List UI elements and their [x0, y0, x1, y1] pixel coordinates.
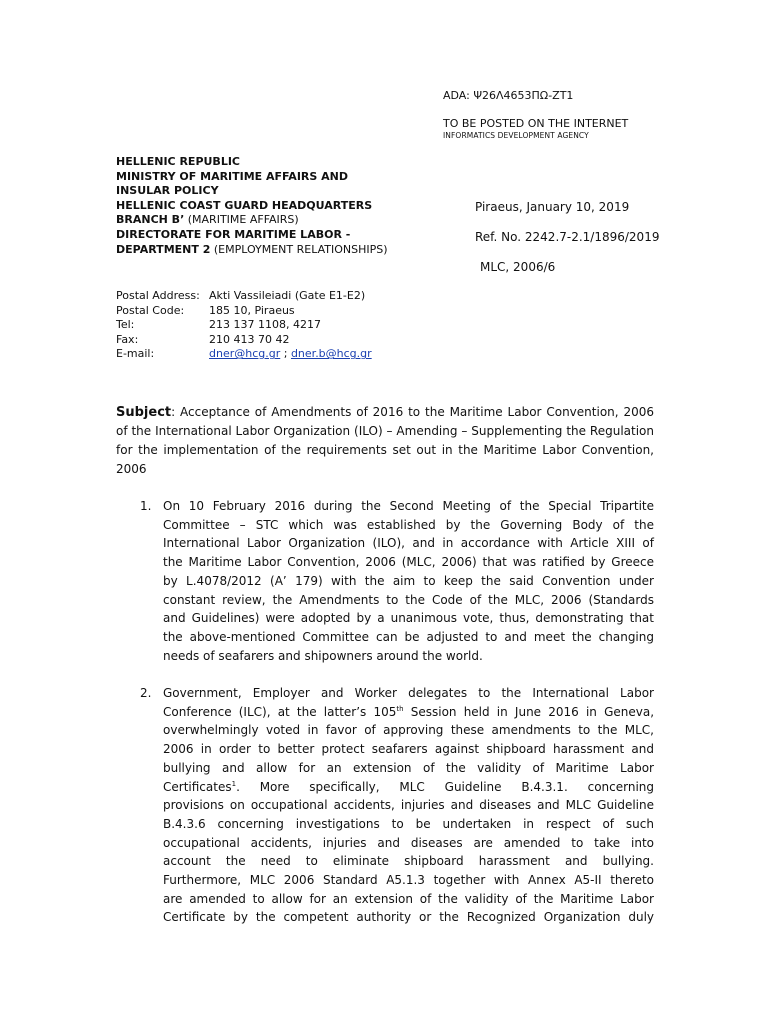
postal-address-label: Postal Address:: [116, 289, 200, 302]
paragraph-text: . More specifically, MLC Guideline B.4.3.1. concerning: [236, 779, 654, 794]
paragraph-line: Committee – STC which was established by the Governing Body of the: [163, 517, 654, 532]
posting-notice: TO BE POSTED ON THE INTERNET: [443, 117, 629, 130]
paragraph-text: Certificates: [163, 779, 232, 794]
paragraph-line: [163, 703, 654, 722]
subject-text: : Acceptance of Amendments of 2016 to the Maritime Labor Convention, 2006 of the International Labor Organization (ILO) – Amending – Supplementing the Regulation for the implementation of the requirements set out in the Maritime Labor Convention, 2006: [116, 405, 654, 476]
footnote-marker[interactable]: 1: [231, 779, 237, 788]
agency-notice: INFORMATICS DEVELOPMENT AGENCY: [443, 131, 589, 140]
subject-label: Subject: [116, 405, 172, 420]
postal-block: [116, 289, 372, 362]
place-date: Piraeus, January 10, 2019: [475, 200, 630, 214]
paragraph-line: constant review, the Amendments to the Code of the MLC, 2006 (Standards: [163, 592, 654, 607]
numbered-paragraph: [140, 497, 654, 665]
reference-number: Ref. No. 2242.7-2.1/1896/2019: [475, 230, 660, 244]
paragraph-line: account the need to eliminate shipboard harassment and bullying.: [163, 854, 654, 869]
header-line: DEPARTMENT 2: [116, 242, 211, 256]
header-line: HELLENIC REPUBLIC: [116, 155, 240, 168]
paragraph-line: the Maritime Labor Convention, 2006 (MLC, 2006) that was ratified by Greece: [163, 555, 654, 570]
ada-code: ADA: Ψ26Λ4653ΠΩ-ΖΤ1: [443, 89, 574, 102]
header-line-detail: (MARITIME AFFAIRS): [184, 213, 299, 227]
paragraph-line: overwhelmingly voted in favor of approving these amendments to the MLC,: [163, 723, 654, 738]
paragraph-line: Government, Employer and Worker delegates to the International Labor: [163, 686, 654, 700]
tel-label: Tel:: [116, 318, 135, 332]
header-line: BRANCH B’: [116, 213, 185, 227]
paragraph-line: Furthermore, MLC 2006 Standard A5.1.3 together with Annex A5-II thereto: [163, 873, 654, 888]
paragraph-line: International Labor Organization (ILO), and in accordance with Article XIII of: [163, 536, 654, 551]
header-line-detail: (EMPLOYMENT RELATIONSHIPS): [210, 242, 388, 256]
paragraph-line: 2006 in order to better protect seafarers against shipboard harassment and: [163, 742, 654, 757]
paragraph-line: provisions on occupational accidents, injuries and diseases and MLC Guideline: [163, 798, 654, 813]
paragraph-line: [163, 778, 654, 797]
paragraph-line: the above-mentioned Committee can be adjusted to and meet the changing: [163, 629, 654, 644]
paragraph-line: On 10 February 2016 during the Second Meeting of the Special Tripartite: [163, 499, 654, 513]
paragraph-body: [163, 497, 654, 665]
paragraph-line: B.4.3.6 concerning investigations to be undertaken in respect of such: [163, 816, 654, 831]
paragraph-line: are amended to allow for an extension of the validity of the Maritime Labor: [163, 891, 654, 906]
numbered-paragraph: [140, 684, 654, 927]
postal-code-value: 185 10, Piraeus: [209, 303, 295, 317]
issuer-header: [116, 155, 388, 257]
paragraph-number: 2.: [140, 686, 152, 700]
email-link-primary[interactable]: dner@hcg.gr: [209, 347, 281, 361]
paragraph-number: 1.: [140, 499, 152, 513]
paragraph-line: bullying and allow for an extension of the validity of Maritime Labor: [163, 760, 654, 775]
paragraph-line: and Guidelines) were adopted by a unanimous vote, thus, demonstrating that: [163, 611, 654, 626]
email-separator: ;: [280, 347, 291, 361]
paragraph-line: occupational accidents, injuries and diseases are amended to take into: [163, 835, 654, 850]
paragraph-line: by L.4078/2012 (A’ 179) with the aim to keep the said Convention under: [163, 573, 654, 588]
fax-label: Fax:: [116, 332, 139, 346]
paragraph-body: [163, 684, 654, 927]
tel-value: 213 137 1108, 4217: [209, 318, 321, 332]
ordinal-suffix: th: [396, 704, 404, 713]
paragraph-line: needs of seafarers and shipowners around the world.: [163, 648, 483, 663]
header-line: INSULAR POLICY: [116, 184, 219, 198]
header-line: HELLENIC COAST GUARD HEADQUARTERS: [116, 198, 373, 212]
mlc-code: MLC, 2006/6: [480, 260, 556, 274]
paragraph-line: Certificate by the competent authority or the Recognized Organization duly: [163, 910, 654, 925]
paragraph-text: Conference (ILC), at the latter’s 105: [163, 704, 397, 719]
header-line: DIRECTORATE FOR MARITIME LABOR -: [116, 227, 351, 241]
fax-value: 210 413 70 42: [209, 332, 290, 346]
subject-paragraph: [116, 403, 654, 479]
postal-code-label: Postal Code:: [116, 303, 185, 317]
postal-address-value: Akti Vassileiadi (Gate E1-E2): [209, 289, 366, 302]
paragraph-text: Session held in June 2016 in Geneva,: [403, 704, 655, 719]
email-link-secondary[interactable]: dner.b@hcg.gr: [290, 347, 372, 361]
email-label: E-mail:: [116, 347, 155, 361]
header-line: MINISTRY OF MARITIME AFFAIRS AND: [116, 169, 348, 183]
